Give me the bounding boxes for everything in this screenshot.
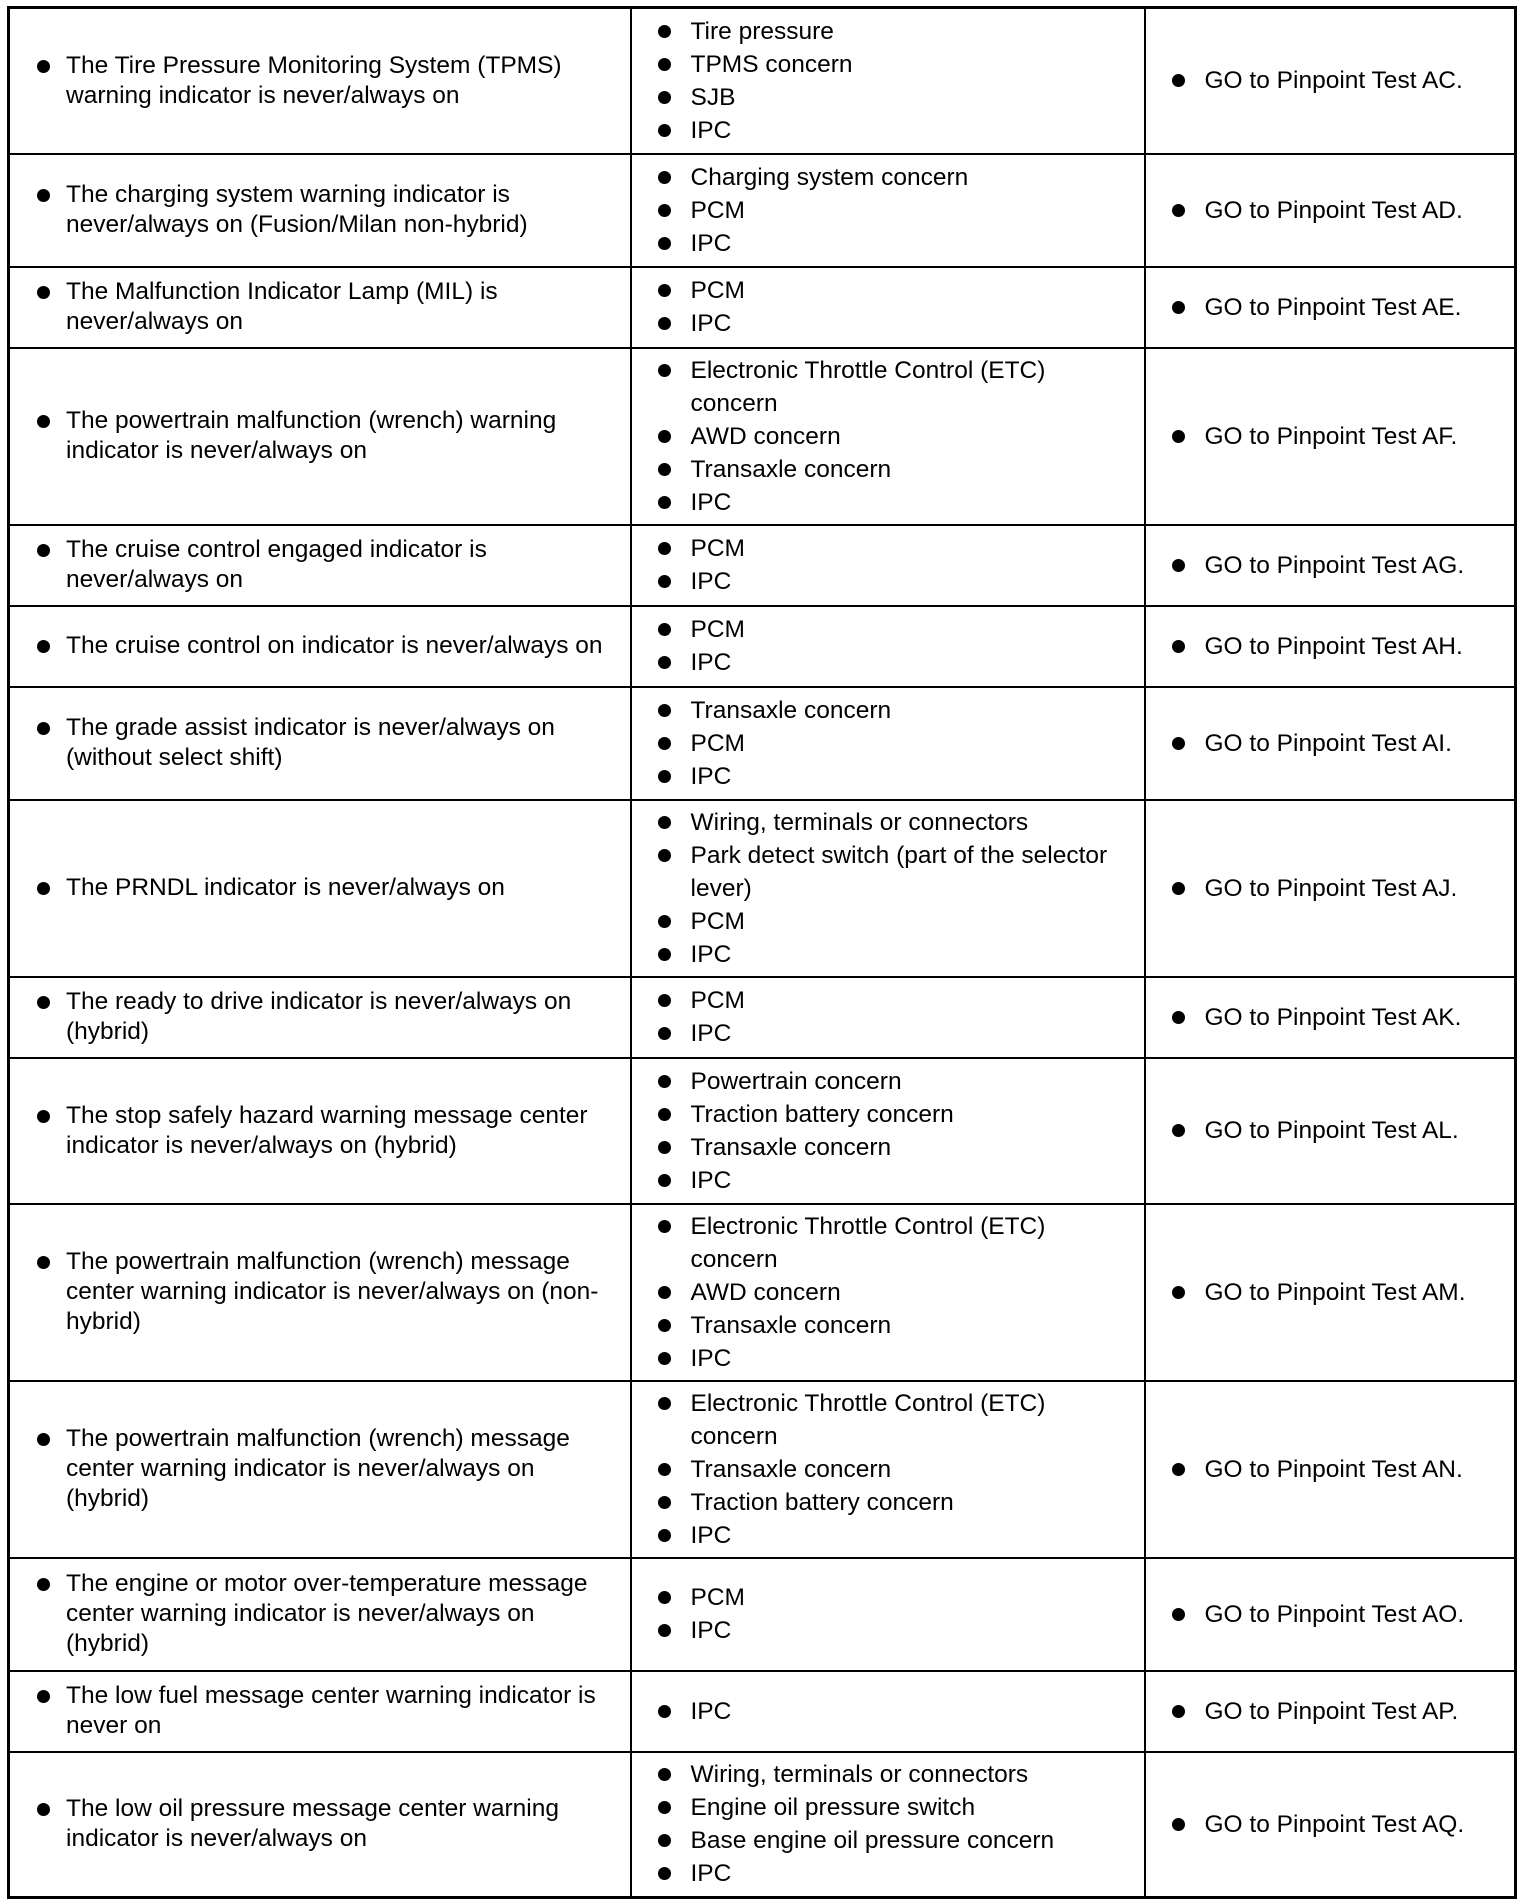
possible-cause-item: Wiring, terminals or connectors [658, 806, 1136, 839]
condition-cell [9, 1058, 631, 1204]
possible-cause-item: Transaxle concern [658, 1453, 1136, 1486]
table-row [9, 1752, 1516, 1898]
condition-text: The ready to drive indicator is never/always on (hybrid) [37, 987, 622, 1047]
condition-list [37, 987, 622, 1047]
possible-cause-item: PCM [658, 727, 1136, 760]
action-cell [1145, 800, 1516, 977]
possible-causes-cell [631, 1752, 1145, 1898]
table-row [9, 1381, 1516, 1558]
condition-text: The stop safely hazard warning message center indicator is never/always on (hybrid) [37, 1101, 622, 1161]
action-list [1172, 420, 1507, 453]
action-cell [1145, 1381, 1516, 1558]
possible-causes-cell [631, 800, 1145, 977]
condition-cell [9, 8, 631, 154]
possible-causes-cell [631, 1058, 1145, 1204]
possible-cause-item: Transaxle concern [658, 453, 1136, 486]
pinpoint-test-action: GO to Pinpoint Test AM. [1172, 1276, 1507, 1309]
possible-causes-list [658, 15, 1136, 147]
possible-causes-list [658, 274, 1136, 340]
possible-causes-cell [631, 267, 1145, 348]
possible-cause-item: Traction battery concern [658, 1098, 1136, 1131]
condition-list [37, 1681, 622, 1741]
pinpoint-test-action: GO to Pinpoint Test AC. [1172, 64, 1507, 97]
possible-cause-item: Wiring, terminals or connectors [658, 1758, 1136, 1791]
condition-text: The engine or motor over-temperature message center warning indicator is never/always on (hybrid) [37, 1569, 622, 1659]
condition-text: The powertrain malfunction (wrench) message center warning indicator is never/always on (non-hybrid) [37, 1247, 622, 1337]
possible-cause-item: IPC [658, 646, 1136, 679]
condition-list [37, 1569, 622, 1659]
action-cell [1145, 1058, 1516, 1204]
possible-causes-list [658, 1065, 1136, 1197]
possible-causes-cell [631, 525, 1145, 606]
possible-causes-cell [631, 1204, 1145, 1381]
possible-cause-item: IPC [658, 1695, 1136, 1728]
possible-cause-item: Electronic Throttle Control (ETC) concern [658, 354, 1136, 420]
possible-cause-item: IPC [658, 760, 1136, 793]
condition-cell [9, 606, 631, 687]
condition-cell [9, 267, 631, 348]
pinpoint-test-action: GO to Pinpoint Test AG. [1172, 549, 1507, 582]
action-cell [1145, 8, 1516, 154]
action-list [1172, 1276, 1507, 1309]
possible-causes-list [658, 1758, 1136, 1890]
condition-text: The powertrain malfunction (wrench) warning indicator is never/always on [37, 406, 622, 466]
possible-cause-item: IPC [658, 227, 1136, 260]
pinpoint-test-action: GO to Pinpoint Test AJ. [1172, 872, 1507, 905]
possible-causes-list [658, 1387, 1136, 1552]
action-cell [1145, 1671, 1516, 1752]
condition-cell [9, 687, 631, 800]
pinpoint-test-action: GO to Pinpoint Test AP. [1172, 1695, 1507, 1728]
table-row [9, 606, 1516, 687]
action-list [1172, 1695, 1507, 1728]
condition-cell [9, 1752, 631, 1898]
possible-causes-cell [631, 606, 1145, 687]
possible-cause-item: IPC [658, 1164, 1136, 1197]
condition-cell [9, 1558, 631, 1671]
pinpoint-test-action: GO to Pinpoint Test AQ. [1172, 1808, 1507, 1841]
possible-cause-item: PCM [658, 194, 1136, 227]
condition-list [37, 180, 622, 240]
action-cell [1145, 977, 1516, 1058]
table-row [9, 1558, 1516, 1671]
condition-text: The powertrain malfunction (wrench) message center warning indicator is never/always on (hybrid) [37, 1424, 622, 1514]
condition-list [37, 535, 622, 595]
condition-list [37, 406, 622, 466]
possible-causes-cell [631, 8, 1145, 154]
table-row [9, 800, 1516, 977]
pinpoint-test-action: GO to Pinpoint Test AF. [1172, 420, 1507, 453]
possible-cause-item: IPC [658, 307, 1136, 340]
possible-causes-list [658, 161, 1136, 260]
table-row [9, 687, 1516, 800]
condition-list [37, 1424, 622, 1514]
possible-cause-item: Electronic Throttle Control (ETC) concern [658, 1387, 1136, 1453]
action-list [1172, 1001, 1507, 1034]
condition-cell [9, 800, 631, 977]
possible-cause-item: Transaxle concern [658, 1131, 1136, 1164]
possible-causes-cell [631, 1671, 1145, 1752]
possible-causes-list [658, 532, 1136, 598]
condition-text: The PRNDL indicator is never/always on [37, 873, 622, 903]
possible-cause-item: IPC [658, 1614, 1136, 1647]
possible-causes-cell [631, 687, 1145, 800]
condition-cell [9, 525, 631, 606]
possible-cause-item: Transaxle concern [658, 1309, 1136, 1342]
action-list [1172, 872, 1507, 905]
pinpoint-test-action: GO to Pinpoint Test AO. [1172, 1598, 1507, 1631]
action-cell [1145, 1752, 1516, 1898]
condition-text: The Malfunction Indicator Lamp (MIL) is never/always on [37, 277, 622, 337]
pinpoint-test-action: GO to Pinpoint Test AN. [1172, 1453, 1507, 1486]
action-list [1172, 549, 1507, 582]
possible-cause-item: IPC [658, 114, 1136, 147]
possible-causes-list [658, 1581, 1136, 1647]
action-cell [1145, 606, 1516, 687]
action-list [1172, 64, 1507, 97]
condition-list [37, 631, 622, 661]
condition-list [37, 1101, 622, 1161]
table-row [9, 1058, 1516, 1204]
possible-cause-item: SJB [658, 81, 1136, 114]
possible-cause-item: Transaxle concern [658, 694, 1136, 727]
possible-cause-item: AWD concern [658, 1276, 1136, 1309]
possible-cause-item: IPC [658, 1342, 1136, 1375]
action-cell [1145, 154, 1516, 267]
action-list [1172, 1808, 1507, 1841]
possible-cause-item: PCM [658, 984, 1136, 1017]
possible-cause-item: PCM [658, 905, 1136, 938]
pinpoint-test-action: GO to Pinpoint Test AD. [1172, 194, 1507, 227]
table-row [9, 525, 1516, 606]
action-cell [1145, 1204, 1516, 1381]
table-row [9, 267, 1516, 348]
pinpoint-test-action: GO to Pinpoint Test AL. [1172, 1114, 1507, 1147]
table-row [9, 977, 1516, 1058]
condition-text: The charging system warning indicator is never/always on (Fusion/Milan non-hybrid) [37, 180, 622, 240]
condition-text: The low fuel message center warning indicator is never on [37, 1681, 622, 1741]
possible-causes-cell [631, 977, 1145, 1058]
condition-list [37, 713, 622, 773]
possible-causes-list [658, 694, 1136, 793]
pinpoint-test-action: GO to Pinpoint Test AE. [1172, 291, 1507, 324]
possible-causes-list [658, 806, 1136, 971]
action-list [1172, 1453, 1507, 1486]
possible-causes-cell [631, 154, 1145, 267]
possible-causes-list [658, 984, 1136, 1050]
condition-cell [9, 1204, 631, 1381]
condition-list [37, 873, 622, 903]
condition-text: The cruise control on indicator is never/always on [37, 631, 622, 661]
action-list [1172, 194, 1507, 227]
action-list [1172, 1598, 1507, 1631]
possible-cause-item: IPC [658, 565, 1136, 598]
possible-causes-list [658, 1210, 1136, 1375]
possible-cause-item: PCM [658, 274, 1136, 307]
action-list [1172, 291, 1507, 324]
possible-cause-item: Powertrain concern [658, 1065, 1136, 1098]
possible-cause-item: IPC [658, 1519, 1136, 1552]
possible-cause-item: Park detect switch (part of the selector lever) [658, 839, 1136, 905]
condition-cell [9, 1381, 631, 1558]
possible-causes-cell [631, 348, 1145, 525]
possible-cause-item: PCM [658, 532, 1136, 565]
condition-list [37, 1247, 622, 1337]
condition-text: The grade assist indicator is never/always on (without select shift) [37, 713, 622, 773]
action-cell [1145, 687, 1516, 800]
action-cell [1145, 1558, 1516, 1671]
possible-causes-list [658, 1695, 1136, 1728]
table-row [9, 1671, 1516, 1752]
table-row [9, 1204, 1516, 1381]
possible-cause-item: AWD concern [658, 420, 1136, 453]
possible-cause-item: Charging system concern [658, 161, 1136, 194]
symptom-chart-table [7, 6, 1517, 1899]
pinpoint-test-action: GO to Pinpoint Test AI. [1172, 727, 1507, 760]
possible-cause-item: IPC [658, 938, 1136, 971]
possible-cause-item: Tire pressure [658, 15, 1136, 48]
table-body [9, 8, 1516, 1898]
condition-cell [9, 154, 631, 267]
possible-causes-list [658, 354, 1136, 519]
possible-cause-item: Base engine oil pressure concern [658, 1824, 1136, 1857]
possible-cause-item: Engine oil pressure switch [658, 1791, 1136, 1824]
possible-cause-item: PCM [658, 1581, 1136, 1614]
possible-cause-item: Traction battery concern [658, 1486, 1136, 1519]
table-row [9, 348, 1516, 525]
possible-cause-item: TPMS concern [658, 48, 1136, 81]
possible-cause-item: Electronic Throttle Control (ETC) concern [658, 1210, 1136, 1276]
pinpoint-test-action: GO to Pinpoint Test AH. [1172, 630, 1507, 663]
possible-cause-item: IPC [658, 486, 1136, 519]
action-list [1172, 630, 1507, 663]
action-cell [1145, 525, 1516, 606]
condition-list [37, 277, 622, 337]
action-list [1172, 727, 1507, 760]
table-row [9, 154, 1516, 267]
pinpoint-test-action: GO to Pinpoint Test AK. [1172, 1001, 1507, 1034]
possible-causes-list [658, 613, 1136, 679]
condition-text: The Tire Pressure Monitoring System (TPMS) warning indicator is never/always on [37, 51, 622, 111]
table-row [9, 8, 1516, 154]
action-cell [1145, 267, 1516, 348]
condition-cell [9, 977, 631, 1058]
condition-cell [9, 1671, 631, 1752]
action-list [1172, 1114, 1507, 1147]
condition-cell [9, 348, 631, 525]
possible-causes-cell [631, 1381, 1145, 1558]
action-cell [1145, 348, 1516, 525]
possible-cause-item: PCM [658, 613, 1136, 646]
possible-cause-item: IPC [658, 1857, 1136, 1890]
condition-text: The low oil pressure message center warning indicator is never/always on [37, 1794, 622, 1854]
possible-cause-item: IPC [658, 1017, 1136, 1050]
condition-list [37, 1794, 622, 1854]
condition-list [37, 51, 622, 111]
condition-text: The cruise control engaged indicator is never/always on [37, 535, 622, 595]
possible-causes-cell [631, 1558, 1145, 1671]
